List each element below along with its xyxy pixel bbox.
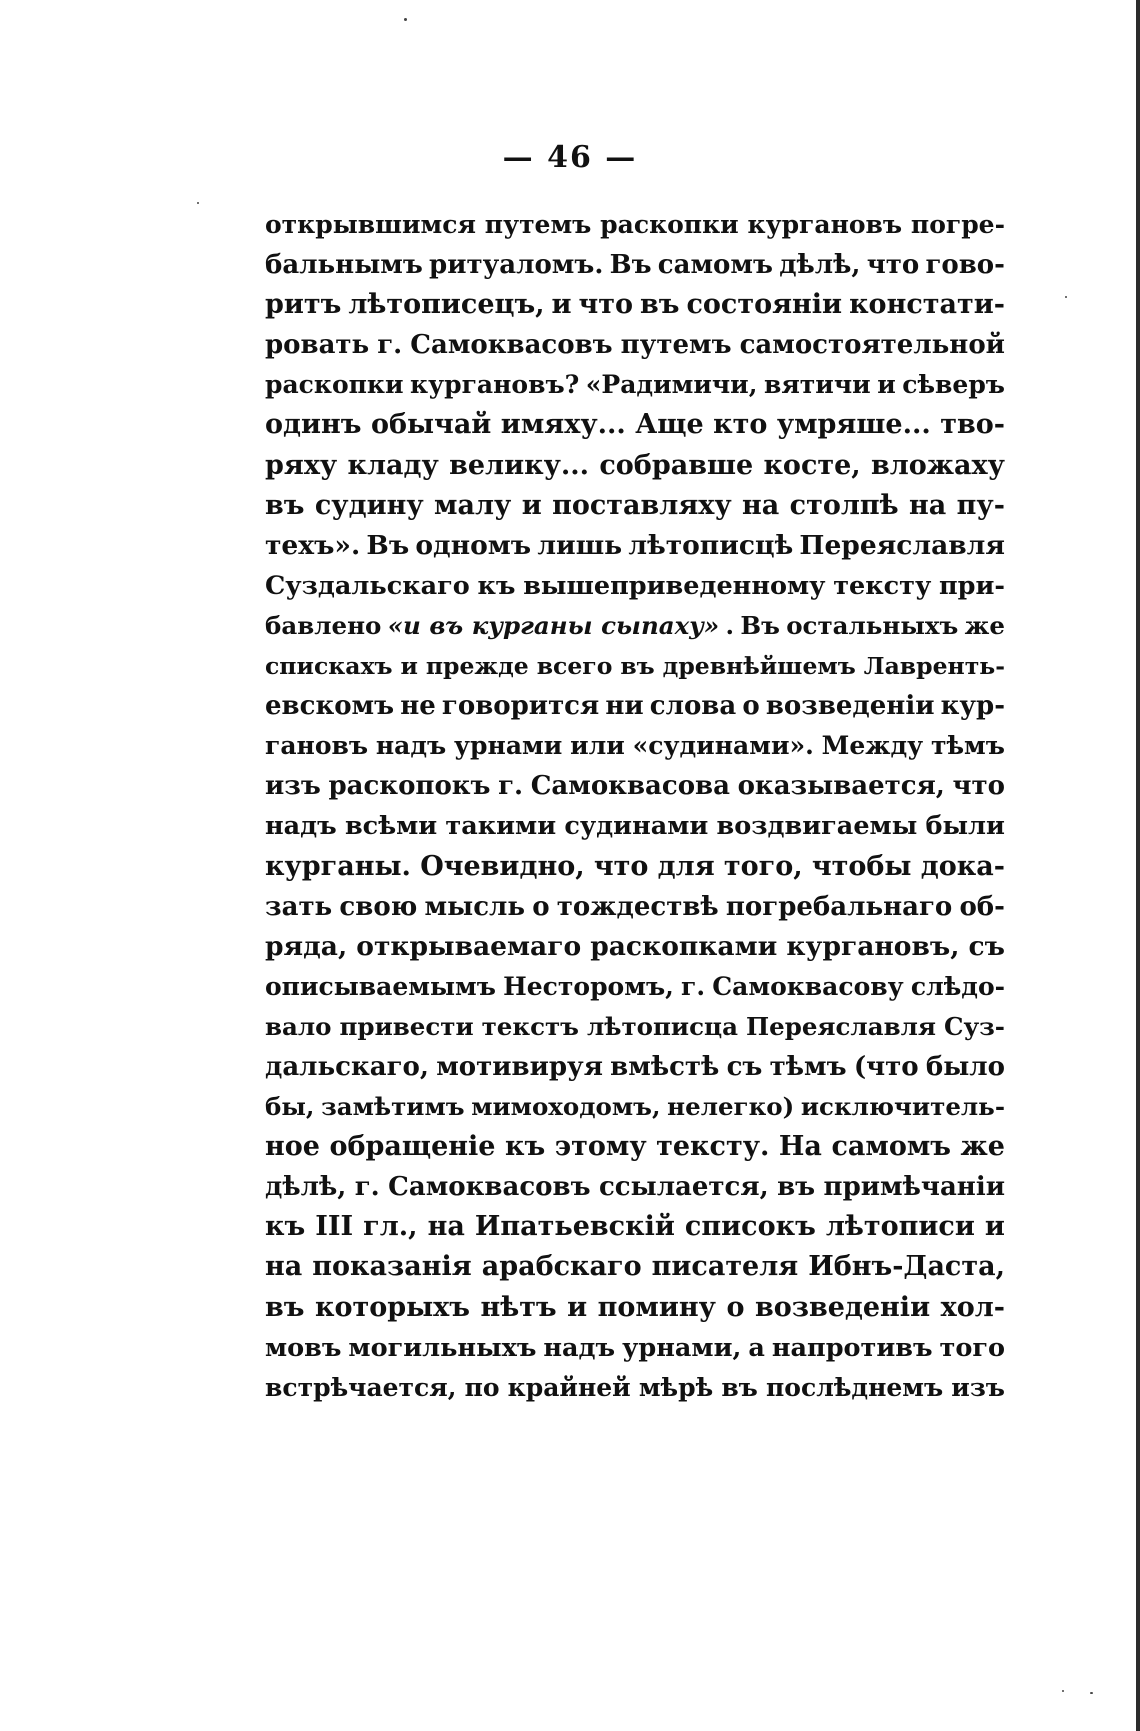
word: Очевидно, (420, 850, 585, 882)
word: воздвигаемы (716, 811, 918, 842)
word: сѣверъ (902, 370, 1005, 400)
text-line (265, 1087, 1005, 1127)
word: вложаху (870, 449, 1005, 481)
word: III (315, 1211, 354, 1243)
word: и (567, 1291, 588, 1323)
italic-quote: «и въ курганы сыпаху» (387, 610, 720, 640)
word: дальскаго, (265, 1051, 429, 1082)
word: слова (649, 691, 737, 722)
word: ссылается, (598, 1172, 769, 1203)
text-line (265, 1047, 1005, 1087)
word: вышеприведенному (523, 570, 826, 601)
word: лѣтописцѣ (628, 529, 794, 561)
word: изъ (265, 771, 321, 802)
word: тексту. (656, 1131, 770, 1163)
word: раскопки (265, 370, 404, 400)
scan-speck (404, 18, 407, 21)
word: обычай (370, 409, 492, 441)
word: нѣтъ (480, 1291, 557, 1323)
text-line (265, 486, 1005, 526)
word: встрѣчается, (265, 1372, 457, 1402)
word: мысль (424, 891, 526, 922)
word: мѣрѣ (638, 1372, 714, 1402)
word: тѣмъ (930, 731, 1005, 761)
word: тво- (940, 409, 1005, 441)
word: Переяславля (799, 529, 1005, 561)
word: Аще (635, 409, 704, 441)
word: раскопки (600, 210, 739, 239)
word: съ (726, 1051, 763, 1082)
text-line (265, 1288, 1005, 1328)
word: Самоквасовъ (388, 1172, 591, 1203)
word: или (570, 731, 625, 761)
word: косте, (763, 449, 861, 481)
word: открываемаго (356, 930, 582, 962)
word: Суз- (943, 1011, 1005, 1041)
word: Переяславля (745, 1011, 936, 1041)
word: ни (605, 691, 644, 722)
word: судину (314, 489, 424, 521)
word: погребальнаго (725, 891, 953, 922)
word: собравше (599, 449, 754, 481)
word: въ (620, 652, 655, 681)
word: къ (504, 1131, 546, 1163)
word: спискахъ (265, 652, 393, 681)
body-text (265, 205, 1005, 1408)
word: оказывается, (737, 771, 945, 802)
word: малу (434, 489, 512, 521)
word: (что (853, 1051, 919, 1082)
word: не (400, 691, 436, 722)
word: Ибнъ-Даста, (808, 1251, 1005, 1283)
word: «Радимичи, (585, 370, 758, 400)
word: исключитель- (800, 1092, 1005, 1122)
word: дока- (920, 850, 1005, 882)
word: этому (554, 1131, 647, 1163)
text-line (265, 365, 1005, 405)
word: лѣтописи (825, 1211, 975, 1243)
word: раскопокъ (328, 771, 491, 802)
word: г. (681, 971, 706, 1001)
word: текстъ (481, 1011, 579, 1041)
word: послѣднемъ (766, 1372, 944, 1402)
text-line (265, 285, 1005, 325)
word: судинами (564, 811, 709, 842)
word: поставляху (552, 489, 732, 521)
text-line (265, 927, 1005, 967)
word: въ (721, 1372, 758, 1402)
word: мимоходомъ, (471, 1092, 661, 1122)
word: что (866, 250, 920, 281)
word: Ипатьевскій (474, 1211, 675, 1243)
word: въ (265, 1291, 305, 1323)
word: об- (959, 891, 1005, 922)
word: ритъ (265, 289, 342, 321)
word: замѣтимъ (321, 1092, 465, 1122)
word: Въ (740, 610, 780, 640)
word: изъ (951, 1372, 1005, 1402)
word: арабскаго (481, 1251, 642, 1283)
word: нелегко) (667, 1092, 795, 1122)
word: ровать (265, 330, 370, 361)
text-line (265, 606, 1005, 646)
word: и (984, 1211, 1005, 1243)
word: привести (339, 1011, 474, 1041)
text-line (265, 726, 1005, 766)
word: всѣми (344, 811, 438, 842)
word: возведеніи (765, 691, 935, 722)
word: на (742, 489, 780, 521)
text-line (265, 806, 1005, 846)
scan-speck (197, 202, 199, 204)
word: на (265, 1251, 303, 1283)
word: гово- (925, 250, 1005, 281)
word: . (725, 610, 735, 640)
word: списокъ (684, 1211, 816, 1243)
text-line (265, 1167, 1005, 1207)
word: лишь (537, 529, 623, 561)
word: г. (354, 1172, 380, 1203)
word: и (877, 370, 896, 400)
word: открывшимся (265, 210, 476, 239)
word: того, (723, 850, 803, 882)
word: Суздальскаго (265, 570, 470, 601)
word: урнами (454, 731, 563, 761)
scan-speck (1090, 1692, 1093, 1694)
word: Въ (366, 529, 410, 561)
word: же (960, 1131, 1005, 1163)
text-line (265, 1127, 1005, 1167)
word: одинъ (265, 409, 362, 441)
word: Въ (609, 250, 652, 281)
word: Самоквасова (530, 771, 730, 802)
text-line (265, 205, 1005, 245)
word: бавлено (265, 610, 382, 640)
word: Самоквасовъ (410, 330, 613, 361)
word: древнѣйшемъ (662, 652, 856, 681)
word: слѣдо- (910, 971, 1005, 1001)
word: путемъ (620, 330, 732, 361)
text-line (265, 245, 1005, 285)
word: кургановъ? (410, 370, 580, 400)
word: крайней (507, 1372, 631, 1402)
word: «судинами». (632, 731, 814, 761)
word: на (909, 489, 947, 521)
word: имяху... (500, 409, 626, 441)
word: кладу (347, 449, 439, 481)
word: чтобы (811, 850, 912, 882)
word: Лавренть- (863, 652, 1005, 681)
text-line (265, 967, 1005, 1007)
word: кур- (940, 691, 1005, 722)
word: мовъ (265, 1332, 342, 1363)
word: и (400, 652, 418, 681)
scan-speck (1062, 1690, 1064, 1692)
word: ритуаломъ. (429, 250, 604, 281)
word: надъ (375, 731, 447, 761)
word: вятичи (763, 370, 871, 400)
word: бы, (265, 1092, 315, 1122)
word: столпѣ (789, 489, 899, 521)
word: о (532, 891, 550, 922)
word: кто (713, 409, 768, 441)
word: Несторомъ, (503, 971, 674, 1001)
word: говорится (441, 691, 600, 722)
word: писателя (651, 1251, 799, 1283)
text-line (265, 1207, 1005, 1247)
word: на (427, 1211, 465, 1243)
word: лѣтописца (586, 1011, 738, 1041)
word: къ (477, 570, 516, 601)
word: въ (265, 489, 305, 521)
word: состояніи (686, 289, 843, 321)
word: ное (265, 1131, 320, 1163)
word: а (748, 1332, 765, 1363)
word: надъ (265, 811, 337, 842)
text-line (265, 566, 1005, 606)
word: что (952, 771, 1005, 802)
word: примѣчаніи (823, 1172, 1005, 1203)
word: были (925, 811, 1005, 842)
word: гановъ (265, 731, 369, 761)
word: тексту (833, 570, 932, 601)
word: раскопками (590, 930, 778, 962)
word: въ (777, 1172, 816, 1203)
word: г. (377, 330, 403, 361)
word: ряху (265, 449, 338, 481)
text-line (265, 446, 1005, 486)
word: всего (536, 652, 613, 681)
word: о (726, 1291, 745, 1323)
word: для (657, 850, 715, 882)
word: что (578, 289, 634, 321)
word: На (778, 1131, 822, 1163)
word: вмѣстѣ (610, 1051, 720, 1082)
word: г. (498, 771, 524, 802)
word: дѣлѣ, (265, 1172, 347, 1203)
word: же (964, 610, 1005, 640)
text-line (265, 766, 1005, 806)
text-line (265, 526, 1005, 566)
word: о (742, 691, 760, 722)
text-line (265, 1247, 1005, 1287)
word: въ (640, 289, 680, 321)
text-line (265, 1007, 1005, 1047)
word: лѣтописецъ, (348, 289, 545, 321)
word: описываемымъ (265, 971, 496, 1001)
page-edge-shadow (1136, 0, 1140, 1731)
word: одномъ (415, 529, 532, 561)
word: остальныхъ (786, 610, 959, 640)
scan-speck (1065, 296, 1067, 298)
word: бальнымъ (265, 250, 423, 281)
text-line (265, 887, 1005, 927)
word: евскомъ (265, 691, 395, 722)
word: зать (265, 891, 333, 922)
word: такими (445, 811, 557, 842)
text-line (265, 686, 1005, 726)
text-line (265, 1368, 1005, 1408)
word: свою (339, 891, 418, 922)
word: и (521, 489, 542, 521)
word: которыхъ (314, 1291, 470, 1323)
word: и (551, 289, 572, 321)
text-line (265, 1328, 1005, 1368)
word: по (464, 1372, 500, 1402)
word: кургановъ (747, 210, 903, 239)
word: гл., (363, 1211, 418, 1243)
word: умряше... (776, 409, 931, 441)
word: возведеніи (754, 1291, 931, 1323)
word: прежде (425, 652, 529, 681)
word: путемъ (484, 210, 592, 239)
text-line (265, 405, 1005, 445)
word: Самоквасову (712, 971, 904, 1001)
word: съ (968, 930, 1005, 962)
word: вало (265, 1011, 332, 1041)
text-line (265, 847, 1005, 887)
word: ряда, (265, 930, 348, 962)
word: надъ (543, 1332, 616, 1363)
word: показанія (312, 1251, 472, 1283)
word: что (593, 850, 649, 882)
word: могильныхъ (348, 1332, 537, 1363)
page-number: — 46 — (502, 140, 638, 175)
word: урнами, (622, 1332, 742, 1363)
word: напротивъ (771, 1332, 933, 1363)
word: погре- (910, 210, 1005, 239)
word: кургановъ, (786, 930, 960, 962)
word: того (939, 1332, 1005, 1363)
word: тѣмъ (769, 1051, 847, 1082)
word: пу- (956, 489, 1005, 521)
word: самомъ (831, 1131, 952, 1163)
word: констати- (849, 289, 1005, 321)
word: курганы. (265, 850, 411, 882)
word: помину (597, 1291, 716, 1323)
word: къ (265, 1211, 306, 1243)
word: самостоятельной (739, 330, 1005, 361)
word: тождествѣ (556, 891, 719, 922)
text-line (265, 325, 1005, 365)
text-line (265, 646, 1005, 686)
word: мотивируя (436, 1051, 603, 1082)
word: велику... (449, 449, 590, 481)
word: было (925, 1051, 1005, 1082)
word: самомъ (657, 250, 773, 281)
word: хол- (940, 1291, 1005, 1323)
word: техъ». (265, 529, 361, 561)
word: Между (821, 731, 924, 761)
word: обращеніе (329, 1131, 496, 1163)
word: дѣлѣ, (779, 250, 861, 281)
word: при- (938, 570, 1005, 601)
